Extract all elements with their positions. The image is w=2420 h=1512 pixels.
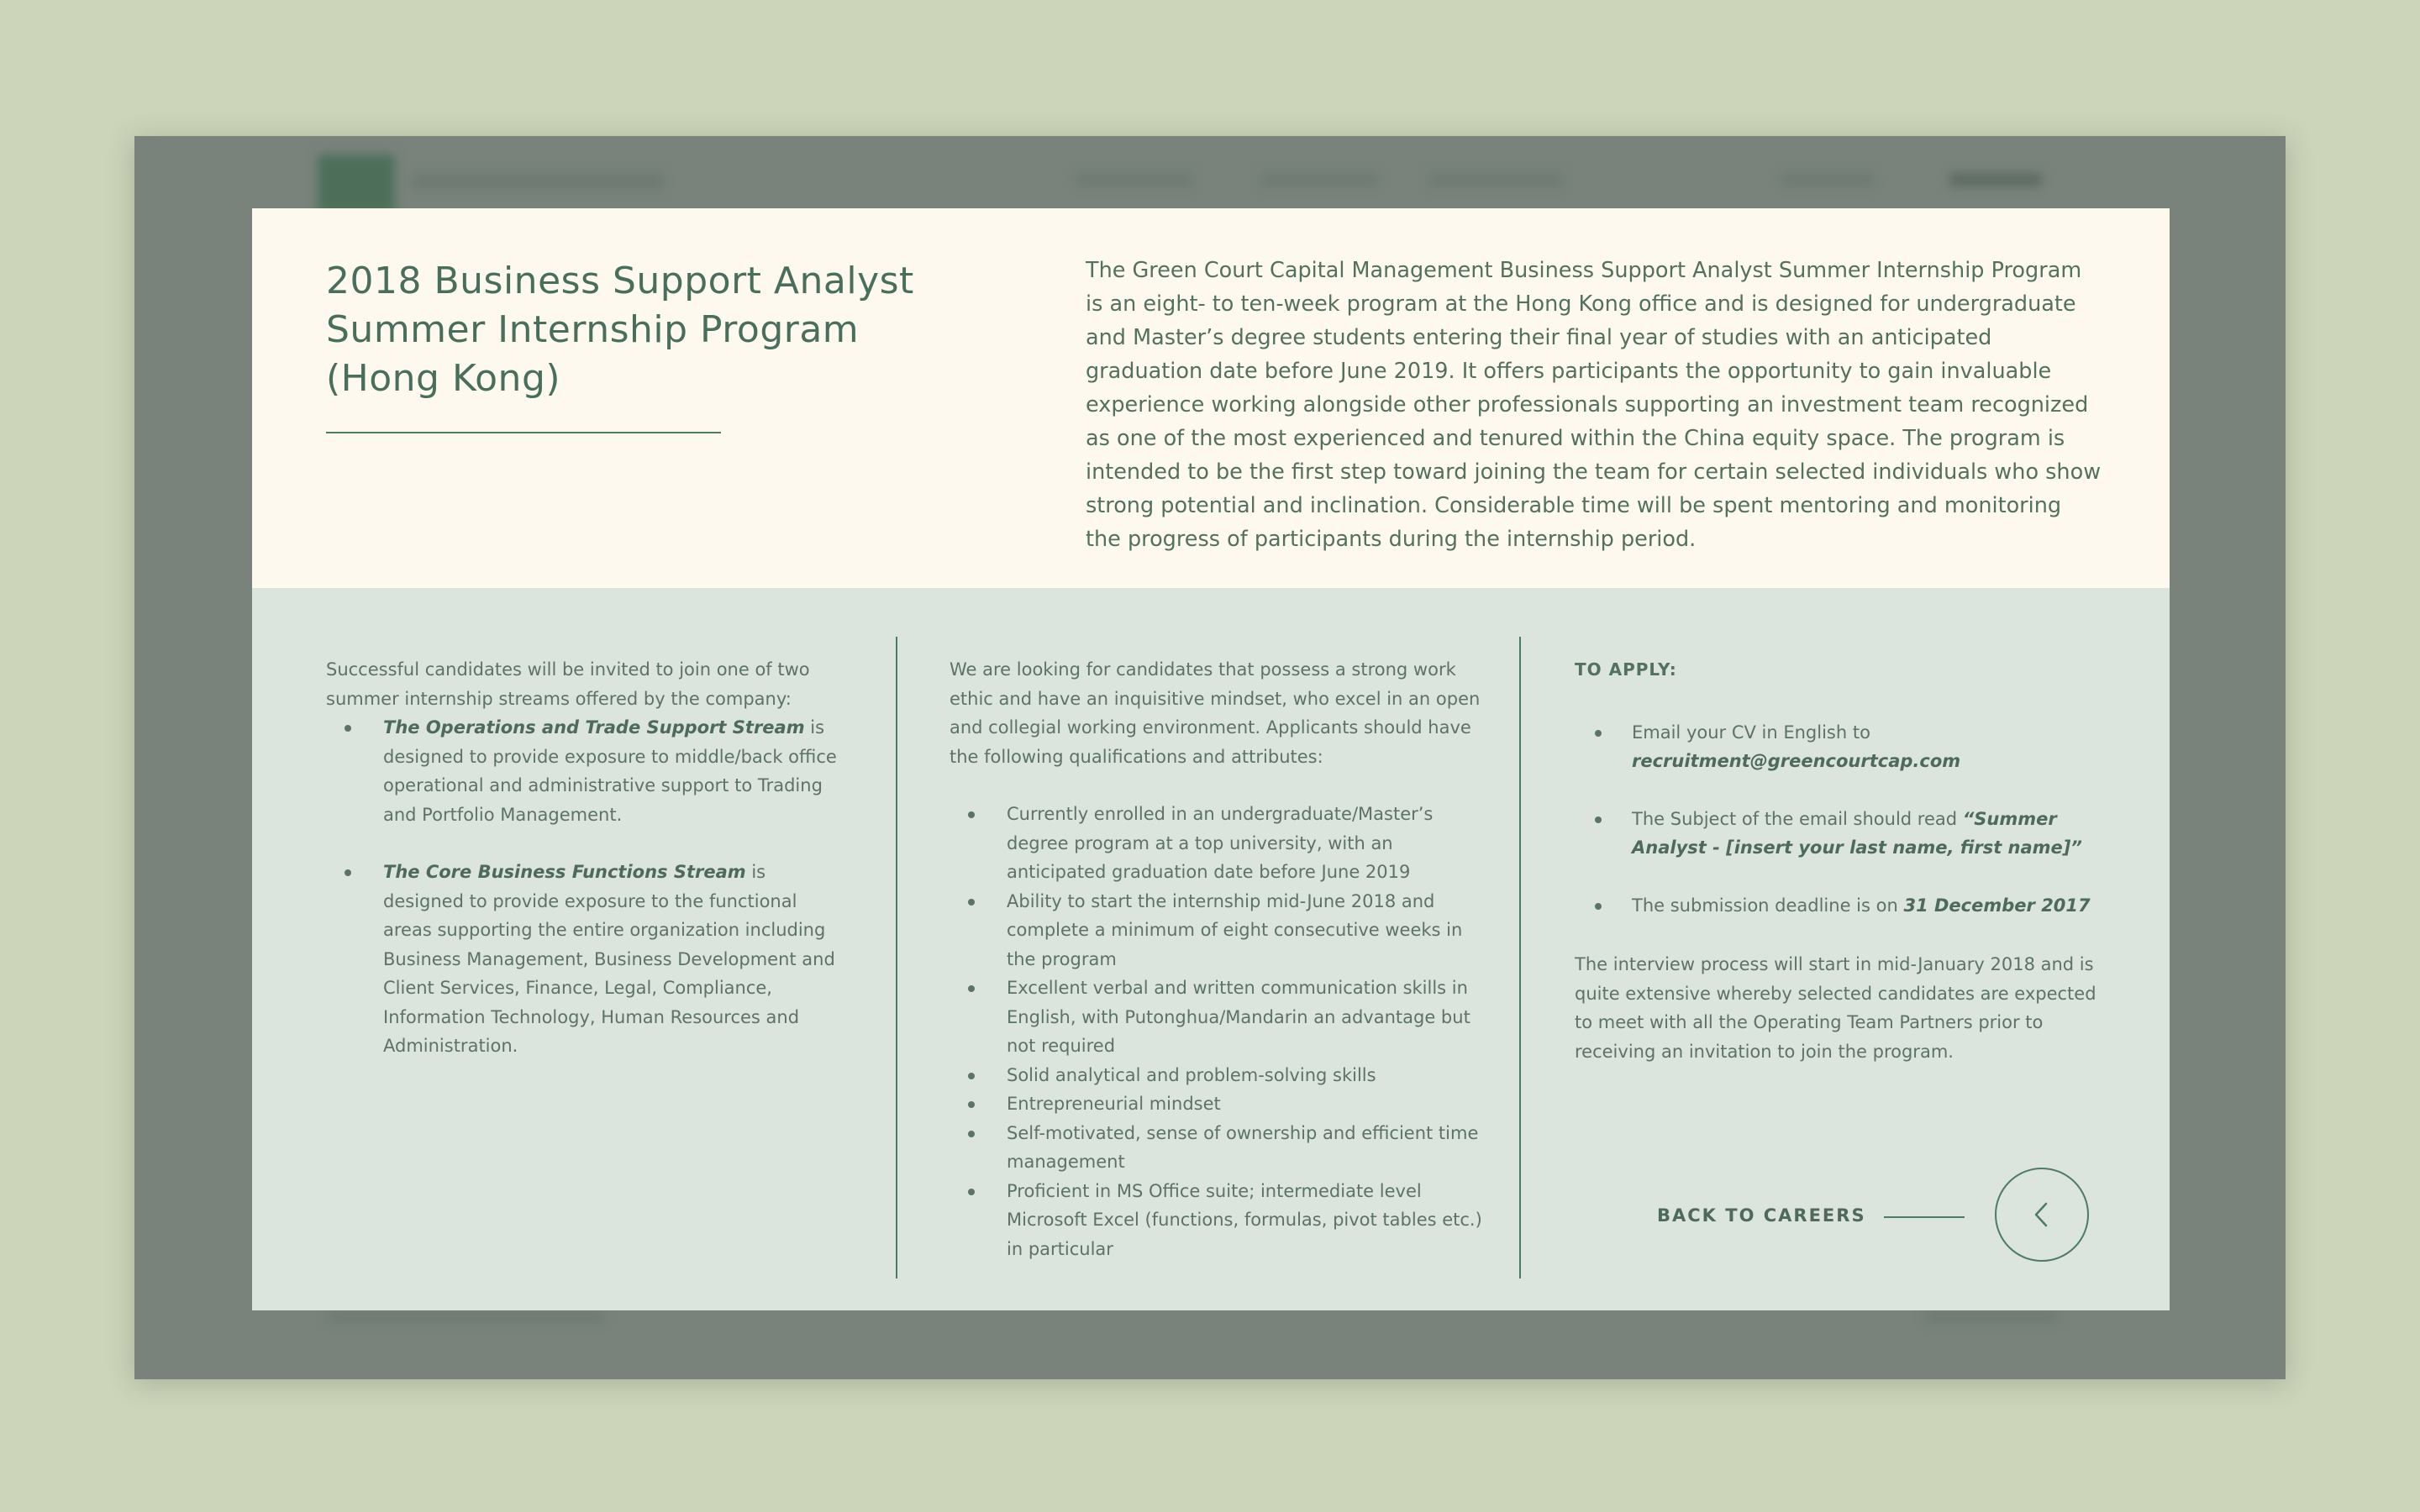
stream-name: The Core Business Functions Stream <box>383 862 746 882</box>
job-detail-modal <box>252 208 2170 1310</box>
apply-deadline-prefix: The submission deadline is on <box>1632 895 1904 916</box>
list-item: Solid analytical and problem-solving skills <box>950 1061 1487 1090</box>
stream-text: is designed to provide exposure to middle/back office operational and administrative support to Trading and Portfolio Management. <box>383 717 837 825</box>
column-divider <box>1519 637 1521 1278</box>
background-nav <box>1949 173 2042 186</box>
list-item: Self-motivated, sense of ownership and efficient time management <box>950 1119 1487 1177</box>
apply-email-prefix: Email your CV in English to <box>1632 722 1870 743</box>
list-item <box>1575 718 2104 776</box>
background-logo-text <box>412 173 664 190</box>
qualifications-list <box>950 800 1487 1263</box>
apply-subject-prefix: The Subject of the email should read <box>1632 808 1963 829</box>
job-header-panel <box>252 208 2170 588</box>
chevron-left-icon <box>2029 1200 2054 1229</box>
background-nav <box>1260 173 1378 186</box>
back-button[interactable] <box>1995 1168 2089 1262</box>
column-divider <box>896 637 897 1278</box>
background-nav <box>1781 173 1874 186</box>
apply-column <box>1575 655 2104 1066</box>
list-item <box>326 858 847 1061</box>
list-item <box>1575 891 2104 921</box>
background-nav <box>1076 173 1193 186</box>
apply-deadline: 31 December 2017 <box>1903 895 2091 916</box>
back-link-rule <box>1884 1216 1965 1218</box>
job-title: 2018 Business Support Analyst Summer Internship Program (Hong Kong) <box>326 260 914 400</box>
streams-list <box>326 713 847 1061</box>
job-intro: The Green Court Capital Management Business Support Analyst Summer Internship Program is an eight- to ten-week program at the Hong Kong office and is designed for undergraduate and Master’s degree students entering their final year of studies with an anticipated graduation date before June 2019. It offers participants the opportunity to gain invaluable experience working alongside other professionals supporting an investment team recognized as one of the most experienced and tenured within the China equity space. The program is intended to be the first step toward joining the team for certain selected individuals who show strong potential and inclination. Considerable time will be spent mentoring and monitoring the progress of participants during the internship period. <box>1086 258 2102 552</box>
list-item: Entrepreneurial mindset <box>950 1089 1487 1119</box>
list-item: Proficient in MS Office suite; intermediate level Microsoft Excel (functions, formulas, pivot tables etc.) in particular <box>950 1177 1487 1264</box>
list-item: Ability to start the internship mid-June 2018 and complete a minimum of eight consecutive weeks in the program <box>950 887 1487 974</box>
apply-email-link[interactable]: recruitment@greencourtcap.com <box>1632 751 1961 771</box>
back-to-careers-link[interactable]: BACK TO CAREERS <box>1657 1205 1866 1226</box>
list-item <box>1575 805 2104 863</box>
qualifications-intro: We are looking for candidates that possess a strong work ethic and have an inquisitive mindset, who excel in an open and collegial working environment. Applicants should have the following qualifications and attributes: <box>950 659 1481 767</box>
streams-intro: Successful candidates will be invited to join one of two summer internship streams offered by the company: <box>326 659 810 709</box>
qualifications-column <box>950 655 1487 1263</box>
title-underline <box>326 432 721 433</box>
stream-text: is designed to provide exposure to the functional areas supporting the entire organization including Business Management, Business Development and Client Services, Finance, Legal, Compliance, Information Technology, Human Resources and Administration. <box>383 862 835 1056</box>
stream-name: The Operations and Trade Support Stream <box>383 717 805 738</box>
list-item: Excellent verbal and written communication skills in English, with Putonghua/Mandarin an advantage but not required <box>950 974 1487 1061</box>
background-nav <box>1428 173 1563 186</box>
apply-heading: TO APPLY: <box>1575 659 1677 680</box>
background-footer <box>328 1310 605 1322</box>
background-logo <box>318 155 395 213</box>
background-footer <box>1924 1310 2059 1322</box>
list-item: Currently enrolled in an undergraduate/Master’s degree program at a top university, with an anticipated graduation date before June 2019 <box>950 800 1487 887</box>
job-details-panel <box>252 588 2170 1310</box>
streams-column <box>326 655 847 1061</box>
apply-subject: “Summer Analyst - [insert your last name, first name]” <box>1632 808 2082 858</box>
interview-process-text: The interview process will start in mid-January 2018 and is quite extensive whereby selected candidates are expected to meet with all the Operating Team Partners prior to receiving an invitation to join the program. <box>1575 954 2096 1062</box>
apply-list <box>1575 718 2104 921</box>
list-item <box>326 713 847 829</box>
